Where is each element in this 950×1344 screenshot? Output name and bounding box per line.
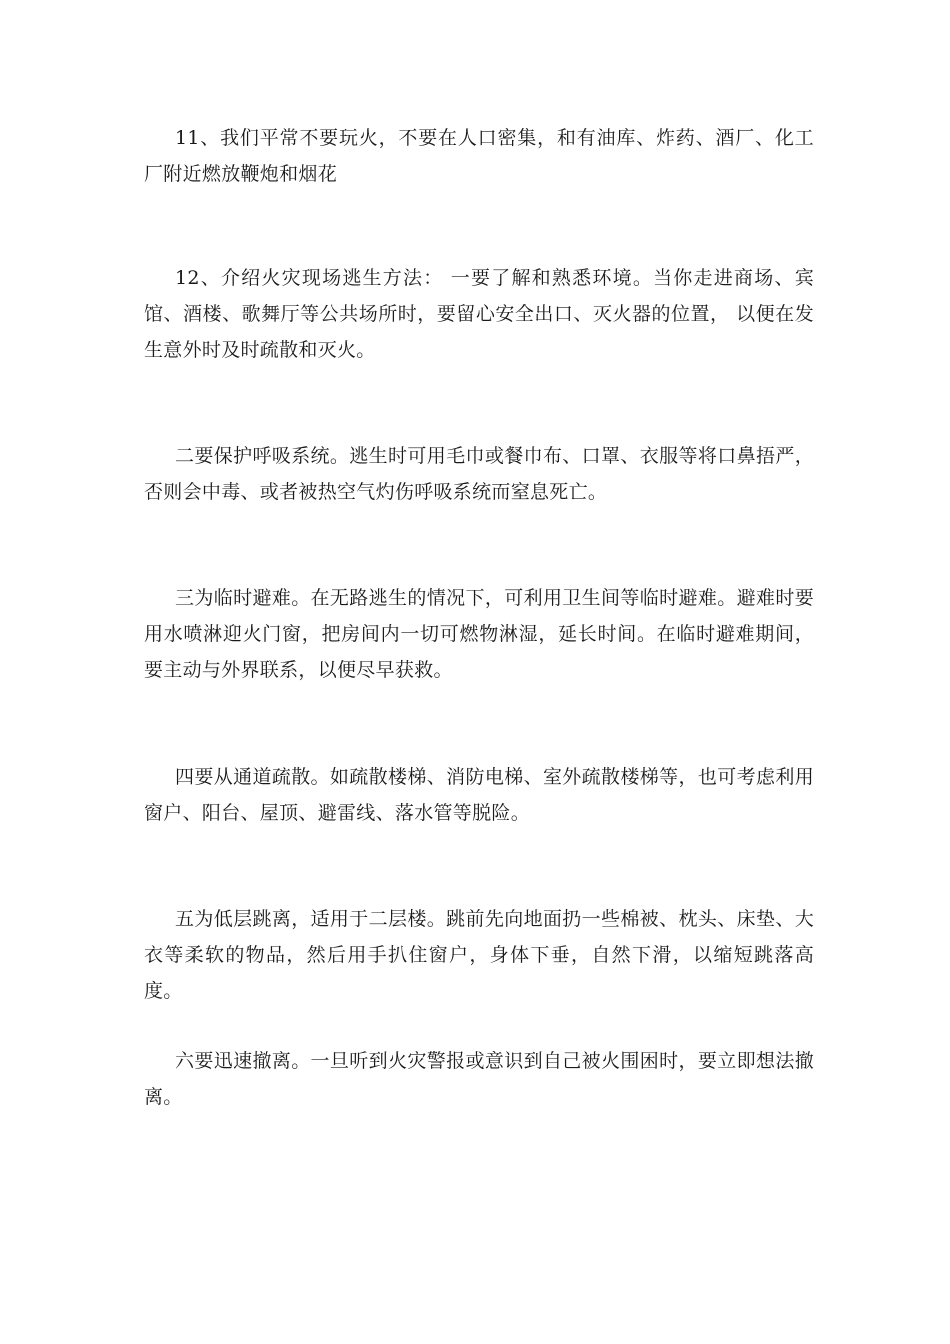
paragraph-item-12-escape-methods: 12、介绍火灾现场逃生方法： 一要了解和熟悉环境。当你走进商场、宾馆、酒楼、歌舞厅等公共场所时，要留心安全出口、灭火器的位置， 以便在发生意外时及时疏散和灭火。 xyxy=(144,267,814,361)
paragraph-item-11: 11、我们平常不要玩火，不要在人口密集，和有油库、炸药、酒厂、化工厂附近燃放鞭炮和烟花 xyxy=(144,127,814,185)
paragraph-low-floor-jump: 五为低层跳离，适用于二层楼。跳前先向地面扔一些棉被、枕头、床垫、大衣等柔软的物品，然后用手扒住窗户，身体下垂，自然下滑，以缩短跳落高度。 xyxy=(144,908,814,1002)
paragraph-quick-evacuation: 六要迅速撤离。一旦听到火灾警报或意识到自己被火围困时，要立即想法撤离。 xyxy=(144,1050,814,1108)
paragraph-protect-breathing: 二要保护呼吸系统。逃生时可用毛巾或餐巾布、口罩、衣服等将口鼻捂严，否则会中毒、或者被热空气灼伤呼吸系统而窒息死亡。 xyxy=(144,445,814,503)
paragraph-evacuate-passage: 四要从通道疏散。如疏散楼梯、消防电梯、室外疏散楼梯等，也可考虑利用窗户、阳台、屋顶、避雷线、落水管等脱险。 xyxy=(144,766,814,824)
paragraph-temporary-refuge: 三为临时避难。在无路逃生的情况下，可利用卫生间等临时避难。避难时要用水喷淋迎火门窗，把房间内一切可燃物淋湿，延长时间。在临时避难期间，要主动与外界联系，以便尽早获救。 xyxy=(144,587,814,681)
